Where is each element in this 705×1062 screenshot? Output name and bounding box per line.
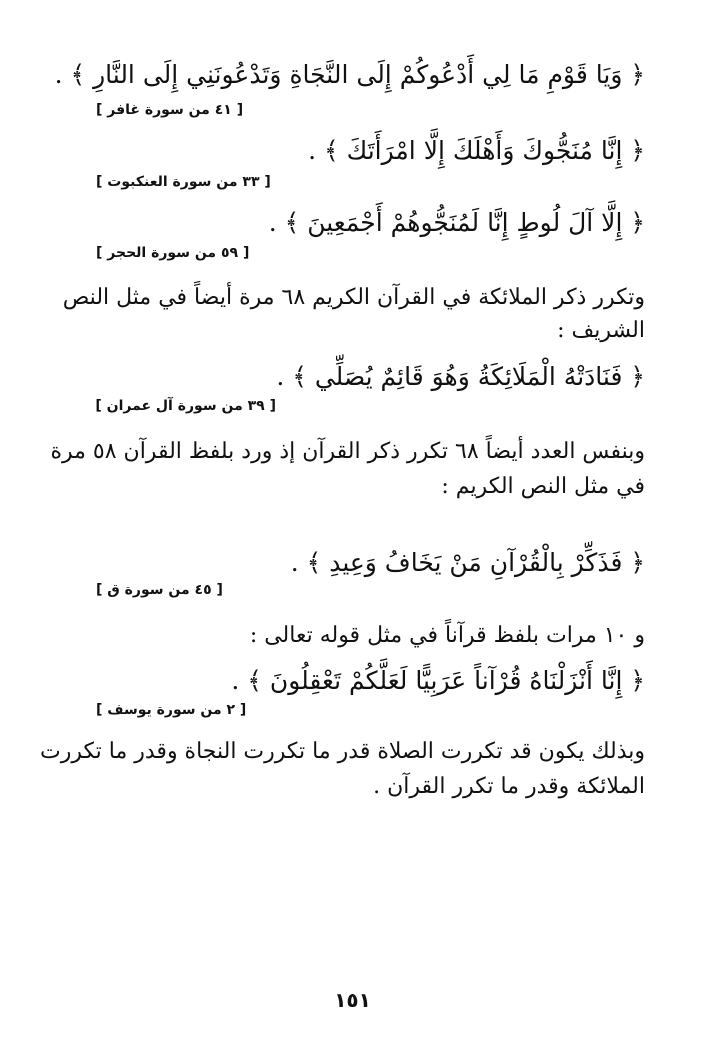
surah-reference: [ ٥٩ من سورة الحجر ] [96,245,250,261]
page-number: ١٥١ [334,988,371,1012]
verse-quote: ﴿ فَذَكِّرْ بِالْقُرْآنِ مَنْ يَخَافُ وَعِيدِ ﴾ . [290,548,645,577]
paragraph-line: و ١٠ مرات بلفظ قرآناً في مثل قوله تعالى : [249,623,645,648]
paragraph-line: وبذلك يكون قد تكررت الصلاة قدر ما تكررت النجاة وقدر ما تكررت [40,739,645,764]
verse-quote: ﴿ إِنَّا أَنْزَلْنَاهُ قُرْآناً عَرَبِيًّا لَعَلَّكُمْ تَعْقِلُونَ ﴾ . [231,666,645,695]
verse-quote: ﴿ فَنَادَتْهُ الْمَلَائِكَةُ وَهُوَ قَائِمٌ يُصَلِّي ﴾ . [276,362,645,391]
paragraph-line: الشريف : [557,318,645,343]
surah-reference: [ ٣٩ من سورة آل عمران ] [95,398,276,414]
paragraph-line: وتكرر ذكر الملائكة في القرآن الكريم ٦٨ مرة أيضاً في مثل النص [62,285,645,310]
surah-reference: [ ٤١ من سورة غافر ] [96,102,244,118]
verse-quote: ﴿ إِنَّا مُنَجُّوكَ وَأَهْلَكَ إِلَّا امْرَأَتَكَ ﴾ . [308,136,645,165]
verse-quote: ﴿ وَيَا قَوْمِ مَا لِي أَدْعُوكُمْ إِلَى النَّجَاةِ وَتَدْعُونَنِي إِلَى النَّارِ ﴾ . [54,60,645,89]
paragraph-line: وبنفس العدد أيضاً ٦٨ تكرر ذكر القرآن إذ ورد بلفظ القرآن ٥٨ مرة [50,439,645,464]
verse-quote: ﴿ إِلَّا آلَ لُوطٍ إِنَّا لَمُنَجُّوهُمْ أَجْمَعِينَ ﴾ . [268,208,645,237]
surah-reference: [ ٤٥ من سورة ق ] [96,582,223,598]
paragraph-line: في مثل النص الكريم : [441,474,645,499]
surah-reference: [ ٣٣ من سورة العنكبوت ] [96,174,271,190]
paragraph-line: الملائكة وقدر ما تكرر القرآن . [373,774,645,799]
surah-reference: [ ٢ من سورة يوسف ] [96,702,247,718]
